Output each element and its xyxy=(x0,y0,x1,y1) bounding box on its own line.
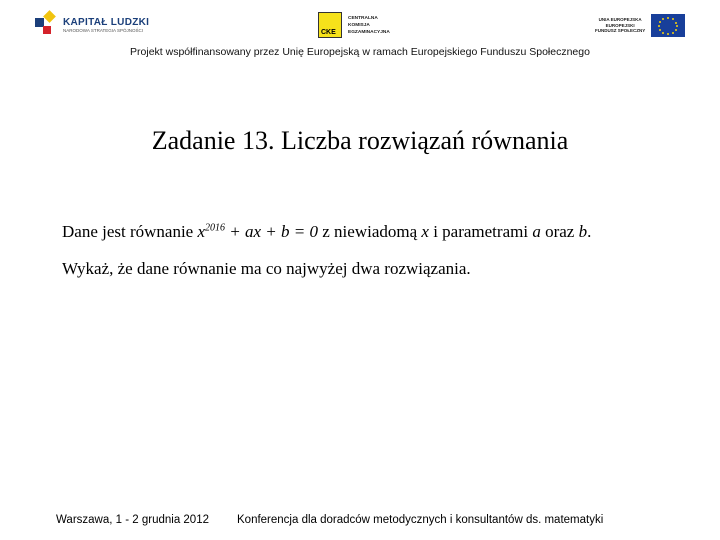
ue-line-2: EUROPEJSKI xyxy=(605,22,635,28)
var-a: a xyxy=(532,222,541,241)
cke-line-3: EGZAMINACYJNA xyxy=(348,29,390,35)
problem-text-b: z niewiadomą xyxy=(322,222,418,241)
cke-logo xyxy=(318,12,390,38)
equation xyxy=(197,222,318,241)
eq-base: x xyxy=(197,222,206,241)
eq-exponent: 2016 xyxy=(205,222,226,234)
kapital-ludzki-emblem xyxy=(35,10,57,40)
cke-badge: CKE xyxy=(321,29,336,36)
cke-emblem xyxy=(318,12,342,38)
kapital-ludzki-name: KAPITAŁ LUDZKI xyxy=(63,16,150,28)
ue-logo xyxy=(595,14,685,37)
problem-text-c: i parametrami xyxy=(433,222,529,241)
problem-line-2: Wykaż, że dane równanie ma co najwyżej dwa rozwiązania. xyxy=(62,259,471,278)
footer-location-date: Warszawa, 1 - 2 grudnia 2012 xyxy=(56,514,209,526)
ue-line-3: FUNDUSZ SPOŁECZNY xyxy=(595,28,646,34)
eu-flag-icon xyxy=(651,14,685,37)
footer-conference: Konferencja dla doradców metodycznych i konsultantów ds. matematyki xyxy=(237,514,604,526)
kapital-ludzki-sub: NARODOWA STRATEGIA SPÓJNOŚCI xyxy=(63,27,144,33)
kapital-ludzki-logo xyxy=(35,10,149,40)
problem-end: . xyxy=(587,222,592,241)
project-header: Projekt współfinansowany przez Unię Europejską w ramach Europejskiego Funduszu Społecznego xyxy=(130,46,590,58)
page-title: Zadanie 13. Liczba rozwiązań równania xyxy=(151,126,569,155)
problem-text-d: oraz xyxy=(545,222,575,241)
problem-line-1 xyxy=(62,222,591,242)
cke-line-1: CENTRALNA xyxy=(348,15,378,21)
var-b: b xyxy=(578,222,588,241)
problem-text-a: Dane jest równanie xyxy=(62,222,194,241)
cke-line-2: KOMISJA xyxy=(348,22,370,28)
var-x: x xyxy=(421,222,429,241)
eq-rest: + ax + b = 0 xyxy=(225,222,318,241)
ue-line-1: UNIA EUROPEJSKA xyxy=(598,17,642,23)
